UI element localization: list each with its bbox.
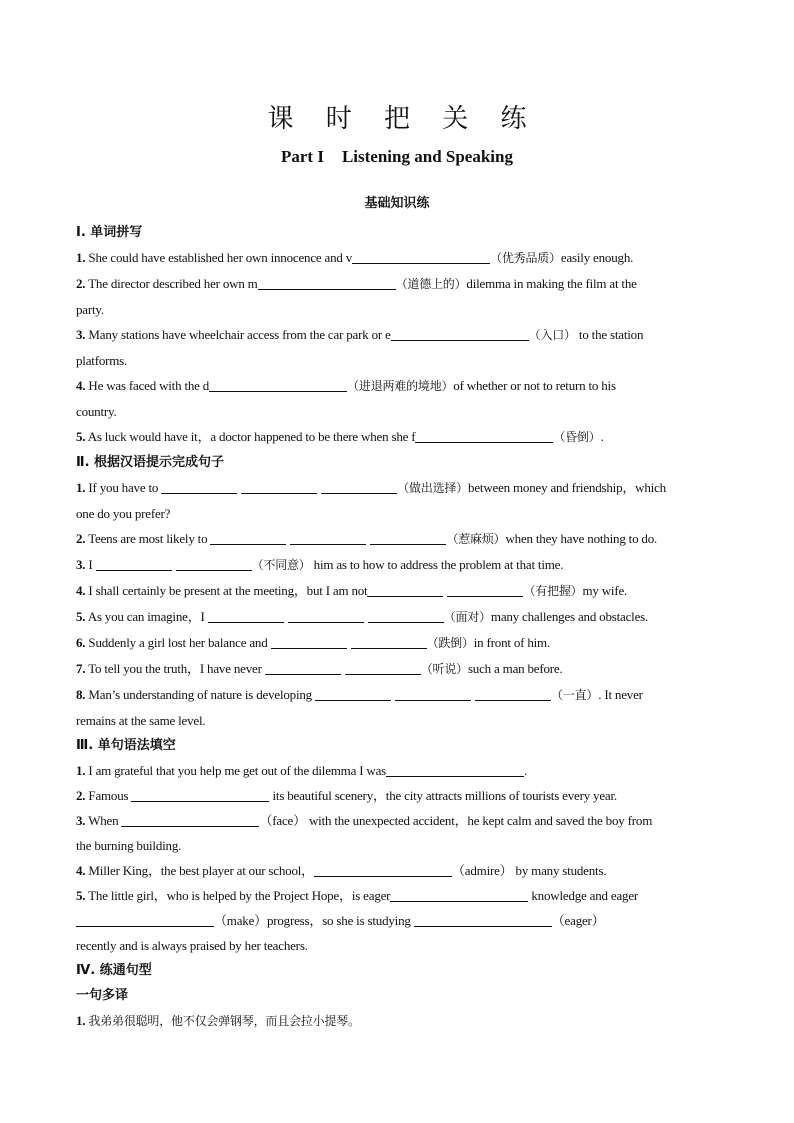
- hint: （惹麻烦）: [446, 532, 506, 546]
- q-text-mid: （eager）: [551, 913, 605, 928]
- part-name: Listening and Speaking: [341, 147, 513, 166]
- hint: （有把握）: [523, 584, 583, 598]
- q-text: I am grateful that you help me get out of the dilemma I was: [88, 763, 387, 778]
- s3-question-5: [76, 883, 718, 908]
- q-number: 4.: [76, 378, 86, 393]
- q-text-end: when they have nothing to do.: [505, 531, 658, 546]
- q-text-end: many challenges and obstacles.: [490, 609, 649, 624]
- q-text-mid: knowledge and eager: [528, 888, 639, 903]
- q-text-end: （admire） by many students.: [451, 863, 607, 878]
- hint: （面对）: [443, 610, 491, 624]
- q-number: 3.: [76, 327, 86, 342]
- q-number: 5.: [76, 429, 86, 444]
- q-text-end: in front of him.: [473, 635, 551, 650]
- s2-question-1: [76, 475, 718, 501]
- answer-blank[interactable]: [391, 326, 529, 341]
- hint: （昏倒）: [553, 430, 601, 444]
- answer-blank[interactable]: [265, 660, 341, 675]
- q-number: 1.: [76, 1013, 86, 1028]
- s3-question-3: [76, 808, 718, 833]
- q-text: The little girl，who is helped by the Project Hope，is eager: [88, 888, 391, 903]
- answer-blank[interactable]: [209, 377, 347, 392]
- answer-blank[interactable]: [210, 530, 286, 545]
- answer-blank[interactable]: [368, 608, 444, 623]
- q-text-end: dilemma in making the film at the: [466, 276, 637, 291]
- q-text: Famous: [88, 788, 132, 803]
- s2-question-4: [76, 578, 718, 604]
- s2-question-3: [76, 552, 718, 578]
- hint: （一直）: [551, 688, 599, 702]
- q-text-end: .: [524, 763, 528, 778]
- s3-question-2: [76, 783, 718, 808]
- q-number: 2.: [76, 788, 86, 803]
- section-2-heading: Ⅱ. 根据汉语提示完成句子: [76, 455, 225, 470]
- s2-question-2: [76, 526, 718, 552]
- answer-blank[interactable]: [395, 686, 471, 701]
- s3-question-3-cont: the burning building.: [76, 838, 182, 853]
- answer-blank[interactable]: [315, 686, 391, 701]
- s3-question-1: [76, 758, 718, 783]
- part-number: Part I: [281, 147, 324, 166]
- q-text-end: of whether or not to return to his: [453, 378, 616, 393]
- s3-question-5-cont: [76, 908, 718, 933]
- answer-blank[interactable]: [447, 582, 523, 597]
- s2-question-1-cont: one do you prefer?: [76, 506, 171, 521]
- q-number: 6.: [76, 635, 86, 650]
- hint: （入口）: [528, 328, 576, 342]
- answer-blank[interactable]: [352, 249, 490, 264]
- hint: （做出选择）: [397, 481, 469, 495]
- q-text: I: [88, 557, 96, 572]
- hint: （进退两难的境地）: [347, 379, 454, 393]
- section-1-heading: Ⅰ. 单词拼写: [76, 225, 143, 240]
- s2-question-5: [76, 604, 718, 630]
- answer-blank[interactable]: [258, 275, 396, 290]
- q-text: If you have to: [88, 480, 162, 495]
- hint: （不同意）: [251, 558, 311, 572]
- q-text: Miller King，the best player at our school，: [88, 863, 314, 878]
- s1-question-3: [76, 322, 718, 348]
- q-number: 5.: [76, 888, 86, 903]
- q-text: The director described her own m: [88, 276, 258, 291]
- q-number: 4.: [76, 863, 86, 878]
- hint: （听说）: [420, 662, 468, 676]
- answer-blank[interactable]: [76, 912, 214, 927]
- q-number: 1.: [76, 480, 86, 495]
- answer-blank[interactable]: [161, 479, 237, 494]
- q-text-end: . It never: [598, 687, 643, 702]
- s1-question-1: [76, 245, 718, 271]
- q-text: I shall certainly be present at the meeting，but I am not: [88, 583, 368, 598]
- answer-blank[interactable]: [131, 787, 269, 802]
- s1-question-3-cont: platforms.: [76, 353, 128, 368]
- q-number: 8.: [76, 687, 86, 702]
- q-text-end: such a man before.: [467, 661, 563, 676]
- q-number: 7.: [76, 661, 86, 676]
- answer-blank[interactable]: [241, 479, 317, 494]
- s2-question-8: [76, 682, 718, 708]
- hint: （跌倒）: [426, 636, 474, 650]
- q-number: 1.: [76, 763, 86, 778]
- answer-blank[interactable]: [475, 686, 551, 701]
- q-text-mid: （make）progress，so she is studying: [214, 913, 414, 928]
- q-number: 2.: [76, 531, 86, 546]
- s1-question-4-cont: country.: [76, 404, 117, 419]
- q-text-end: to the station: [575, 327, 644, 342]
- answer-blank[interactable]: [370, 530, 446, 545]
- answer-blank[interactable]: [414, 912, 552, 927]
- s1-question-4: [76, 373, 718, 399]
- q-text-end: my wife.: [582, 583, 628, 598]
- q-text: Many stations have wheelchair access from the car park or e: [88, 327, 391, 342]
- s1-question-2: [76, 271, 718, 297]
- answer-blank[interactable]: [288, 608, 364, 623]
- answer-blank[interactable]: [290, 530, 366, 545]
- q-text-end: easily enough.: [560, 250, 634, 265]
- page-title: 课 时 把 关 练: [267, 104, 539, 134]
- q-text: Man’s understanding of nature is developing: [88, 687, 316, 702]
- s1-question-2-cont: party.: [76, 302, 104, 317]
- q-number: 3.: [76, 557, 86, 572]
- answer-blank[interactable]: [176, 556, 252, 571]
- q-number: 5.: [76, 609, 86, 624]
- s2-question-8-cont: remains at the same level.: [76, 713, 206, 728]
- section-4-heading: Ⅳ. 练通句型: [76, 963, 152, 978]
- q-text: As luck would have it，a doctor happened to be there when she f: [87, 429, 416, 444]
- q-text: 我弟弟很聪明，他不仅会弹钢琴，而且会拉小提琴。: [88, 1014, 360, 1028]
- q-text: He was faced with the d: [88, 378, 210, 393]
- answer-blank[interactable]: [351, 634, 427, 649]
- answer-blank[interactable]: [314, 862, 452, 877]
- hint: （优秀品质）: [490, 251, 561, 265]
- answer-blank[interactable]: [386, 762, 524, 777]
- answer-blank[interactable]: [121, 812, 259, 827]
- q-number: 1.: [76, 250, 86, 265]
- q-text: When: [88, 813, 122, 828]
- q-text-end: .: [600, 429, 604, 444]
- s2-question-6: [76, 630, 718, 656]
- section-3-heading: Ⅲ. 单句语法填空: [76, 738, 176, 753]
- answer-blank[interactable]: [415, 428, 553, 443]
- answer-blank[interactable]: [271, 634, 347, 649]
- section-4-subheading: 一句多译: [76, 988, 129, 1003]
- answer-blank[interactable]: [321, 479, 397, 494]
- q-text: Suddenly a girl lost her balance and: [88, 635, 271, 650]
- q-text-end: its beautiful scenery，the city attracts millions of tourists every year.: [269, 788, 617, 803]
- s3-question-4: [76, 858, 718, 883]
- s4-question-1: [76, 1008, 718, 1034]
- section-label: 基础知识练: [364, 196, 430, 211]
- q-number: 2.: [76, 276, 86, 291]
- q-text-end: him as to how to address the problem at that time.: [310, 557, 564, 572]
- s1-question-5: [76, 424, 718, 450]
- q-text-end: between money and friendship，which: [468, 480, 666, 495]
- answer-blank[interactable]: [367, 582, 443, 597]
- s3-question-5-end: recently and is always praised by her teachers.: [76, 938, 308, 953]
- q-text: She could have established her own innocence and v: [88, 250, 353, 265]
- q-number: 3.: [76, 813, 86, 828]
- s2-question-7: [76, 656, 718, 682]
- answer-blank[interactable]: [390, 887, 528, 902]
- answer-blank[interactable]: [208, 608, 284, 623]
- part-subtitle: [0, 147, 794, 167]
- exercise-content: [76, 220, 718, 1034]
- answer-blank[interactable]: [96, 556, 172, 571]
- hint: （道德上的）: [395, 277, 467, 291]
- q-text: As you can imagine，I: [87, 609, 208, 624]
- q-text: To tell you the truth，I have never: [88, 661, 265, 676]
- q-text-end: （face） with the unexpected accident，he kept calm and saved the boy from: [259, 813, 653, 828]
- q-number: 4.: [76, 583, 86, 598]
- q-text: Teens are most likely to: [88, 531, 211, 546]
- answer-blank[interactable]: [345, 660, 421, 675]
